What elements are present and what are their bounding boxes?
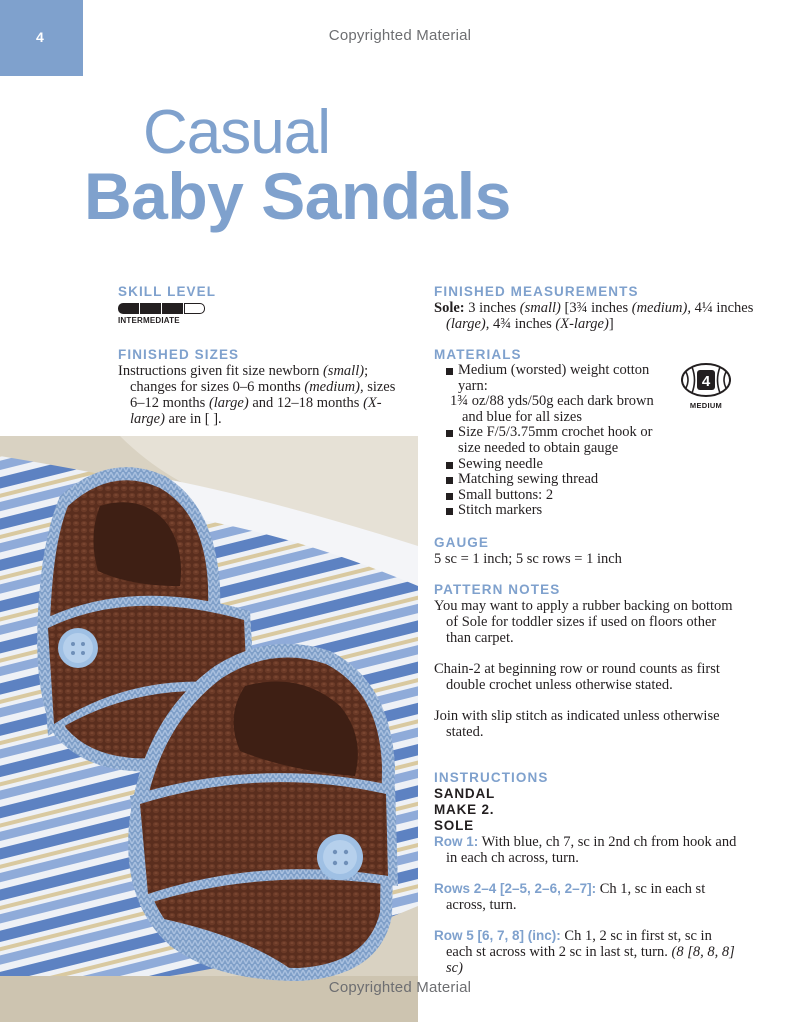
yarn-weight-label: MEDIUM bbox=[689, 401, 723, 410]
pattern-note: Join with slip stitch as indicated unless otherwise stated. bbox=[434, 708, 720, 740]
skill-level-label: INTERMEDIATE bbox=[118, 316, 180, 325]
instructions-subhead-sole: SOLE bbox=[434, 818, 474, 833]
instructions-subhead-make: MAKE 2. bbox=[434, 802, 495, 817]
finished-measurements-section bbox=[434, 283, 764, 332]
instruction-row: Row 1: With blue, ch 7, sc in 2nd ch from hook and in each ch across, turn. bbox=[434, 834, 737, 866]
yarn-weight-symbol bbox=[680, 362, 732, 410]
yarn-detail: 1¾ oz/88 yds/50g each dark brown and blue for all sizes bbox=[450, 393, 654, 425]
instructions-heading: INSTRUCTIONS bbox=[434, 770, 549, 785]
finished-measurements-heading: FINISHED MEASUREMENTS bbox=[434, 284, 639, 299]
skill-level-bar bbox=[118, 303, 408, 314]
material-item: Matching sewing thread bbox=[434, 472, 674, 488]
skill-segment bbox=[184, 303, 205, 314]
instruction-row: Row 5 [6, 7, 8] (inc): Ch 1, 2 sc in first st, sc in each st across with 2 sc in last st, turn. (8 [8, 8, 8] sc) bbox=[434, 928, 735, 976]
skill-segment bbox=[162, 303, 183, 314]
pattern-note: You may want to apply a rubber backing on bottom of Sole for toddler sizes if used on floors other than carpet. bbox=[434, 598, 733, 646]
watermark-top: Copyrighted Material bbox=[328, 27, 472, 44]
material-item: Small buttons: 2 bbox=[434, 488, 674, 504]
material-item: Stitch markers bbox=[434, 503, 674, 519]
skill-level-heading: SKILL LEVEL bbox=[118, 284, 217, 299]
material-item: Sewing needle bbox=[434, 457, 674, 473]
watermark-bottom: Copyrighted Material bbox=[328, 979, 472, 996]
materials-heading: MATERIALS bbox=[434, 347, 522, 362]
gauge-section bbox=[434, 534, 754, 567]
yarn-skein-icon bbox=[680, 362, 732, 398]
finished-measurements-text: Sole: 3 inches (small) [3¾ inches (medium), 4¼ inches (large), 4¾ inches (X-large)] bbox=[434, 300, 754, 332]
skill-segment bbox=[118, 303, 139, 314]
skill-level-section bbox=[118, 283, 408, 325]
materials-section bbox=[434, 346, 674, 519]
gauge-heading: GAUGE bbox=[434, 535, 490, 550]
pattern-note: Chain-2 at beginning row or round counts as first double crochet unless otherwise stated. bbox=[434, 661, 720, 693]
instructions-section bbox=[434, 769, 739, 976]
skill-segment bbox=[140, 303, 161, 314]
page-number: 4 bbox=[36, 29, 44, 45]
finished-sizes-section bbox=[118, 346, 413, 427]
pattern-notes-heading: PATTERN NOTES bbox=[434, 582, 561, 597]
material-item: Size F/5/3.75mm crochet hook or size needed to obtain gauge bbox=[434, 425, 674, 456]
instruction-row: Rows 2–4 [2–5, 2–6, 2–7]: Ch 1, sc in each st across, turn. bbox=[434, 881, 706, 913]
finished-sizes-text: Instructions given fit size newborn (small); changes for sizes 0–6 months (medium), sizes 6–12 months (large) and 12–18 months (X-large) are in [ ]. bbox=[118, 363, 396, 427]
title-line-2: Baby Sandals bbox=[84, 159, 511, 233]
instructions-subhead-sandal: SANDAL bbox=[434, 786, 496, 801]
pattern-notes-section bbox=[434, 581, 739, 740]
title-line-1: Casual bbox=[143, 98, 330, 167]
material-item: Medium (worsted) weight cotton yarn: 1¾ oz/88 yds/50g each dark brown and blue for all sizes bbox=[434, 363, 674, 425]
yarn-weight-number: 4 bbox=[701, 373, 711, 390]
finished-sizes-heading: FINISHED SIZES bbox=[118, 347, 240, 362]
baby-sandals-photo bbox=[0, 436, 418, 1022]
gauge-text: 5 sc = 1 inch; 5 sc rows = 1 inch bbox=[434, 551, 622, 567]
materials-list bbox=[434, 363, 674, 519]
